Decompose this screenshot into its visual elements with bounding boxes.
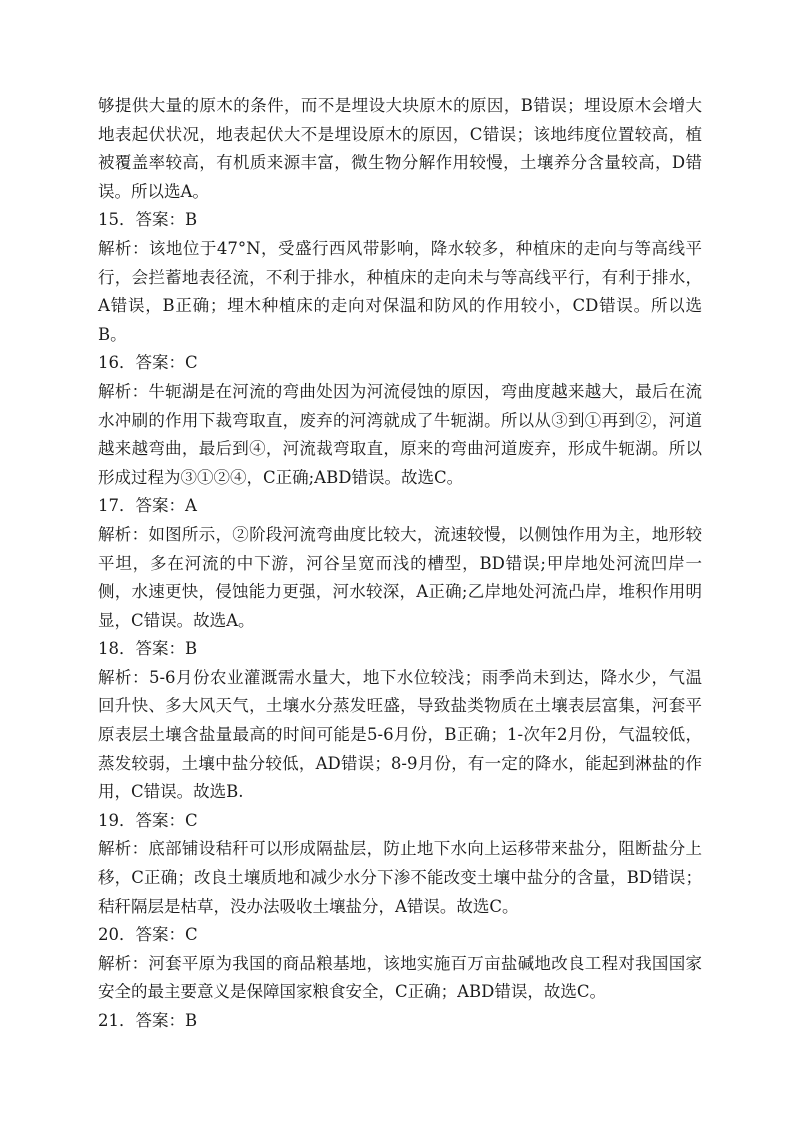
analysis-19: 解析：底部铺设秸秆可以形成隔盐层，防止地下水向上运移带来盐分，阻断盐分上移，C正确；改良土壤质地和减少水分下渗不能改变土壤中盐分的含量，BD错误；秸秆隔层是枯草，没办法吸收土壤盐分，A错误。故选C。	[98, 839, 702, 916]
analysis-15: 解析：该地位于47°N，受盛行西风带影响，降水较多，种植床的走向与等高线平行，会拦蓄地表径流，不利于排水，种植床的走向未与等高线平行，有利于排水，A错误，B正确；埋木种植床的走向对保温和防风的作用较小，CD错误。所以选B。	[98, 238, 702, 344]
answer-19: 19．答案：C	[98, 810, 198, 830]
analysis-17: 解析：如图所示，②阶段河流弯曲度比较大，流速较慢，以侧蚀作用为主，地形较平坦，多在河流的中下游，河谷呈宽而浅的槽型，BD错误;甲岸地处河流凹岸一侧，水速更快，侵蚀能力更强，河水较深，A正确;乙岸地处河流凸岸，堆积作用明显，C错误。故选A。	[98, 524, 702, 630]
answer-15: 15．答案：B	[98, 210, 198, 230]
answer-16: 16．答案：C	[98, 353, 198, 373]
analysis-20: 解析：河套平原为我国的商品粮基地，该地实施百万亩盐碱地改良工程对我国国家安全的最主要意义是保障国家粮食安全，C正确；ABD错误，故选C。	[98, 953, 702, 1002]
analysis-18: 解析：5-6月份农业灌溉需水量大，地下水位较浅；雨季尚未到达，降水少，气温回升快、多大风天气，土壤水分蒸发旺盛，导致盐类物质在土壤表层富集，河套平原表层土壤含盐量最高的时间可能是5-6月份，B正确；1-次年2月份，气温较低，蒸发较弱，土壤中盐分较低，AD错误；8-9月份，有一定的降水，能起到淋盐的作用，C错误。故选B.	[98, 667, 702, 802]
continuation-paragraph: 够提供大量的原木的条件，而不是埋设大块原木的原因，B错误；埋设原木会增大地表起伏状况，地表起伏大不是埋设原木的原因，C错误；该地纬度位置较高，植被覆盖率较高，有机质来源丰富，微生物分解作用较慢，土壤养分含量较高，D错误。所以选A。	[98, 96, 702, 201]
answer-21: 21．答案：B	[98, 1011, 198, 1030]
answer-18: 18．答案：B	[98, 639, 198, 659]
answer-20: 20．答案：C	[98, 925, 198, 945]
document-page	[98, 92, 702, 1036]
analysis-16: 解析：牛轭湖是在河流的弯曲处因为河流侵蚀的原因，弯曲度越来越大，最后在流水冲刷的作用下裁弯取直，废弃的河湾就成了牛轭湖。所以从③到①再到②，河道越来越弯曲，最后到④，河流裁弯取直，原来的弯曲河道废弃，形成牛轭湖。所以形成过程为③①②④，C正确;ABD错误。故选C。	[98, 381, 702, 487]
answer-17: 17．答案：A	[98, 496, 197, 516]
